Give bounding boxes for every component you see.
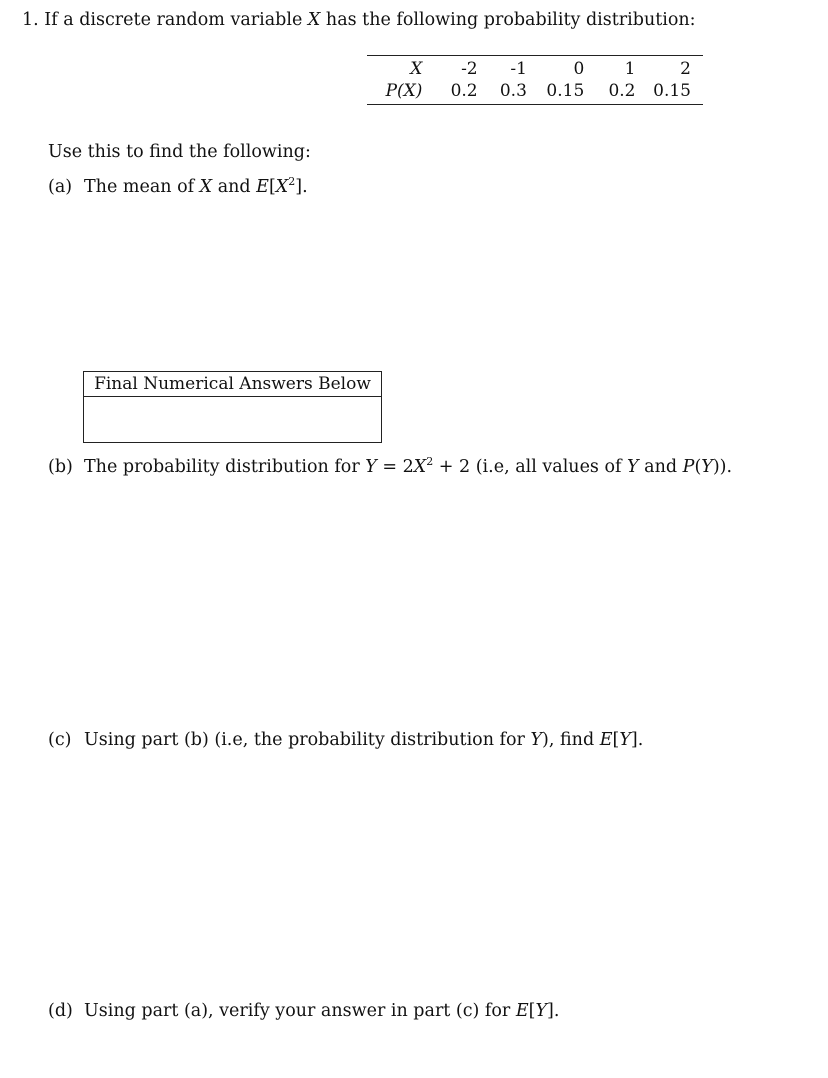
part-c-var: Y — [619, 730, 631, 750]
question-text-post: has the following probability distribution: — [320, 10, 696, 30]
part-b-exponent: 2 — [426, 455, 434, 468]
probability-table — [367, 55, 703, 105]
table-row-x — [367, 56, 703, 81]
question-number: 1. — [22, 10, 39, 30]
part-d-text: Using part (a), verify your answer in part (c) for — [84, 1001, 516, 1021]
part-b-var: Y — [627, 457, 639, 477]
answer-box-area[interactable] — [84, 397, 381, 442]
table-header-x: X — [367, 56, 426, 81]
table-cell-p: 0.15 — [527, 80, 584, 105]
part-a-text: ]. — [295, 177, 308, 197]
part-b-var: X — [413, 457, 427, 477]
part-b-label: (b) — [48, 457, 73, 477]
part-a-text: [ — [268, 177, 276, 197]
part-a-exponent: 2 — [288, 175, 296, 188]
question-var: X — [307, 10, 321, 30]
part-b-text: )). — [712, 457, 733, 477]
part-d — [48, 1001, 559, 1021]
part-c-var: Y — [530, 730, 543, 750]
intro-text: Use this to find the following: — [48, 142, 311, 162]
part-d-var: Y — [535, 1001, 548, 1021]
part-a-text: The mean of — [84, 177, 200, 197]
table-cell-x: 0 — [527, 56, 584, 81]
part-a-label: (a) — [48, 177, 73, 197]
part-d-text: [ — [528, 1001, 536, 1021]
part-c-text: Using part (b) (i.e, the probability distribution for — [84, 730, 531, 750]
part-b-text: + 2 (i.e, all values of — [433, 457, 628, 477]
part-a-var: X — [199, 177, 213, 197]
final-answer-box — [83, 371, 382, 443]
table-cell-p: 0.2 — [426, 80, 477, 105]
table-cell-x: 2 — [636, 56, 704, 81]
question-header — [22, 10, 696, 30]
part-c-text: ), find — [542, 730, 600, 750]
part-b-text: = 2 — [376, 457, 414, 477]
part-d-text: ]. — [547, 1001, 560, 1021]
part-a-var: X — [275, 177, 289, 197]
question-text-pre: If a discrete random variable — [44, 10, 308, 30]
table-cell-p: 0.2 — [584, 80, 635, 105]
part-a-var: E — [256, 177, 269, 197]
part-c-text: [ — [612, 730, 620, 750]
part-b-text: The probability distribution for — [84, 457, 366, 477]
part-b-text: ( — [694, 457, 702, 477]
part-c-var: E — [599, 730, 613, 750]
part-d-var: E — [515, 1001, 529, 1021]
part-c — [48, 730, 643, 750]
part-c-label: (c) — [48, 730, 72, 750]
table-cell-p: 0.3 — [478, 80, 527, 105]
part-b — [48, 457, 732, 477]
table-row-p — [367, 80, 703, 105]
part-a — [48, 177, 308, 197]
table-cell-x: 1 — [584, 56, 635, 81]
part-b-var: Y — [701, 457, 713, 477]
part-b-var: Y — [365, 457, 377, 477]
table-header-p: P(X) — [367, 80, 426, 105]
table-cell-p: 0.15 — [636, 80, 704, 105]
answer-box-title: Final Numerical Answers Below — [84, 372, 381, 397]
part-a-text: and — [212, 177, 257, 197]
table-cell-x: -1 — [478, 56, 527, 81]
part-d-label: (d) — [48, 1001, 73, 1021]
part-b-text: and — [638, 457, 683, 477]
part-b-var: P — [682, 457, 695, 477]
part-c-text: ]. — [630, 730, 644, 750]
table-cell-x: -2 — [426, 56, 477, 81]
